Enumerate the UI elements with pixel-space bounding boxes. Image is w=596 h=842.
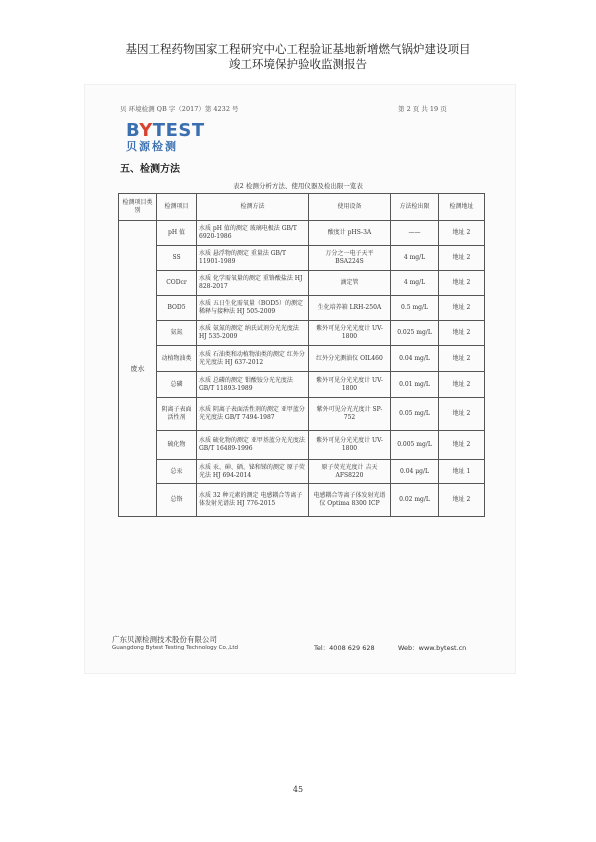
header-limit: 方法检出限 [391, 194, 439, 221]
table-row [119, 398, 485, 431]
cell-method: 水质 32 种元素的测定 电感耦合等离子体发射光谱法 HJ 776-2015 [197, 484, 309, 517]
cell-equipment: 紫外可见分光光度计 SP-752 [309, 398, 391, 431]
cell-category: 废水 [119, 221, 157, 517]
cell-equipment: 紫外可见分光光度计 UV-1800 [309, 372, 391, 398]
header-method: 检测方法 [197, 194, 309, 221]
table-body [119, 221, 485, 517]
cell-limit: 0.025 mg/L [391, 321, 439, 346]
cell-item: 硫化物 [157, 431, 197, 460]
header-item: 检测项目 [157, 194, 197, 221]
header-address: 检测地址 [439, 194, 485, 221]
cell-limit: 0.05 mg/L [391, 398, 439, 431]
cell-equipment: 红外分光测油仪 OIL460 [309, 346, 391, 372]
cell-address: 地址 2 [439, 372, 485, 398]
cell-method: 水质 汞、砷、硒、铋和锑的测定 原子荧光法 HJ 694-2014 [197, 460, 309, 484]
cell-equipment: 酸度计 pHS-3A [309, 221, 391, 246]
cell-limit: —— [391, 221, 439, 246]
table-row [119, 372, 485, 398]
cell-limit: 4 mg/L [391, 246, 439, 271]
cell-address: 地址 2 [439, 221, 485, 246]
cell-address: 地址 2 [439, 398, 485, 431]
bytest-logo [126, 122, 206, 154]
cell-method: 水质 阴离子表面活性剂的测定 亚甲蓝分光光度法 GB/T 7494-1987 [197, 398, 309, 431]
cell-address: 地址 2 [439, 484, 485, 517]
table-row [119, 221, 485, 246]
table-row [119, 296, 485, 321]
page-number: 45 [292, 785, 304, 794]
logo-letters-test: TEST [152, 120, 205, 141]
cell-item: BOD5 [157, 296, 197, 321]
cell-address: 地址 2 [439, 431, 485, 460]
cell-address: 地址 2 [439, 296, 485, 321]
cell-method: 水质 五日生化需氧量（BOD5）的测定 稀释与接种法 HJ 505-2009 [197, 296, 309, 321]
table-header-row [119, 194, 485, 221]
methods-table [118, 193, 485, 517]
logo-chinese: 贝源检测 [126, 140, 178, 153]
cell-address: 地址 2 [439, 246, 485, 271]
cell-limit: 0.02 mg/L [391, 484, 439, 517]
cell-method: 水质 总磷的测定 钼酸铵分光光度法 GB/T 11893-1989 [197, 372, 309, 398]
cell-limit: 4 mg/L [391, 271, 439, 296]
cell-method: 水质 pH 值的测定 玻璃电极法 GB/T 6920-1986 [197, 221, 309, 246]
report-title-line2: 竣工环境保护验收监测报告 [229, 57, 367, 71]
table-row [119, 346, 485, 372]
cell-item: 阴离子表面活性剂 [157, 398, 197, 431]
logo-wordmark [126, 122, 206, 140]
cell-limit: 0.5 mg/L [391, 296, 439, 321]
cell-address: 地址 2 [439, 271, 485, 296]
footer-web: Web：www.bytest.cn [398, 644, 467, 652]
table-caption: 表2 检测分析方法、使用仪器及检出限一览表 [233, 182, 363, 190]
footer-company-en: Guangdong Bytest Testing Technology Co.,Ltd [112, 645, 238, 651]
header-equipment: 使用设备 [309, 194, 391, 221]
cell-item: 总磷 [157, 372, 197, 398]
footer-tel: Tel：4008 629 628 [314, 644, 375, 652]
cell-method: 水质 石油类和动植物油类的测定 红外分光光度法 HJ 637-2012 [197, 346, 309, 372]
page-info: 第 2 页 共 19 页 [398, 105, 447, 113]
cell-limit: 0.04 mg/L [391, 346, 439, 372]
cell-equipment: 滴定管 [309, 271, 391, 296]
document-number: 贝 环境检测 QB 字（2017）第 4232 号 [120, 105, 239, 113]
cell-item: 动植物油类 [157, 346, 197, 372]
cell-method: 水质 化学需氧量的测定 重铬酸盐法 HJ 828-2017 [197, 271, 309, 296]
table-row [119, 321, 485, 346]
cell-item: 氨氮 [157, 321, 197, 346]
cell-limit: 0.01 mg/L [391, 372, 439, 398]
table-row [119, 246, 485, 271]
logo-letter-y: Y [139, 120, 153, 141]
cell-equipment: 生化培养箱 LRH-250A [309, 296, 391, 321]
cell-limit: 0.04 μg/L [391, 460, 439, 484]
cell-equipment: 紫外可见分光光度计 UV-1800 [309, 321, 391, 346]
cell-address: 地址 1 [439, 460, 485, 484]
cell-equipment: 电感耦合等离子体发射光谱仪 Optima 8300 ICP [309, 484, 391, 517]
cell-equipment: 原子荧光光度计 吉天 AFS8220 [309, 460, 391, 484]
table-row [119, 460, 485, 484]
cell-method: 水质 氨氮的测定 纳氏试剂分光光度法 HJ 535-2009 [197, 321, 309, 346]
cell-address: 地址 2 [439, 346, 485, 372]
table-row [119, 484, 485, 517]
cell-address: 地址 2 [439, 321, 485, 346]
cell-item: 总汞 [157, 460, 197, 484]
cell-equipment: 紫外可见分光光度计 UV-1800 [309, 431, 391, 460]
cell-equipment: 万分之一电子天平 BSA224S [309, 246, 391, 271]
section-title: 五、检测方法 [120, 164, 180, 175]
logo-letter-b: B [126, 120, 140, 141]
cell-item: pH 值 [157, 221, 197, 246]
cell-item: 总铬 [157, 484, 197, 517]
footer-company-cn: 广东贝源检测技术股份有限公司 [112, 635, 217, 644]
table-row [119, 431, 485, 460]
header-category: 检测项目类别 [119, 194, 157, 221]
cell-method: 水质 硫化物的测定 亚甲基蓝分光光度法 GB/T 16489-1996 [197, 431, 309, 460]
table-row [119, 271, 485, 296]
cell-item: SS [157, 246, 197, 271]
cell-item: CODcr [157, 271, 197, 296]
cell-method: 水质 悬浮物的测定 重量法 GB/T 11901-1989 [197, 246, 309, 271]
cell-limit: 0.005 mg/L [391, 431, 439, 460]
report-title-line1: 基因工程药物国家工程研究中心工程验证基地新增燃气锅炉建设项目 [125, 42, 471, 56]
